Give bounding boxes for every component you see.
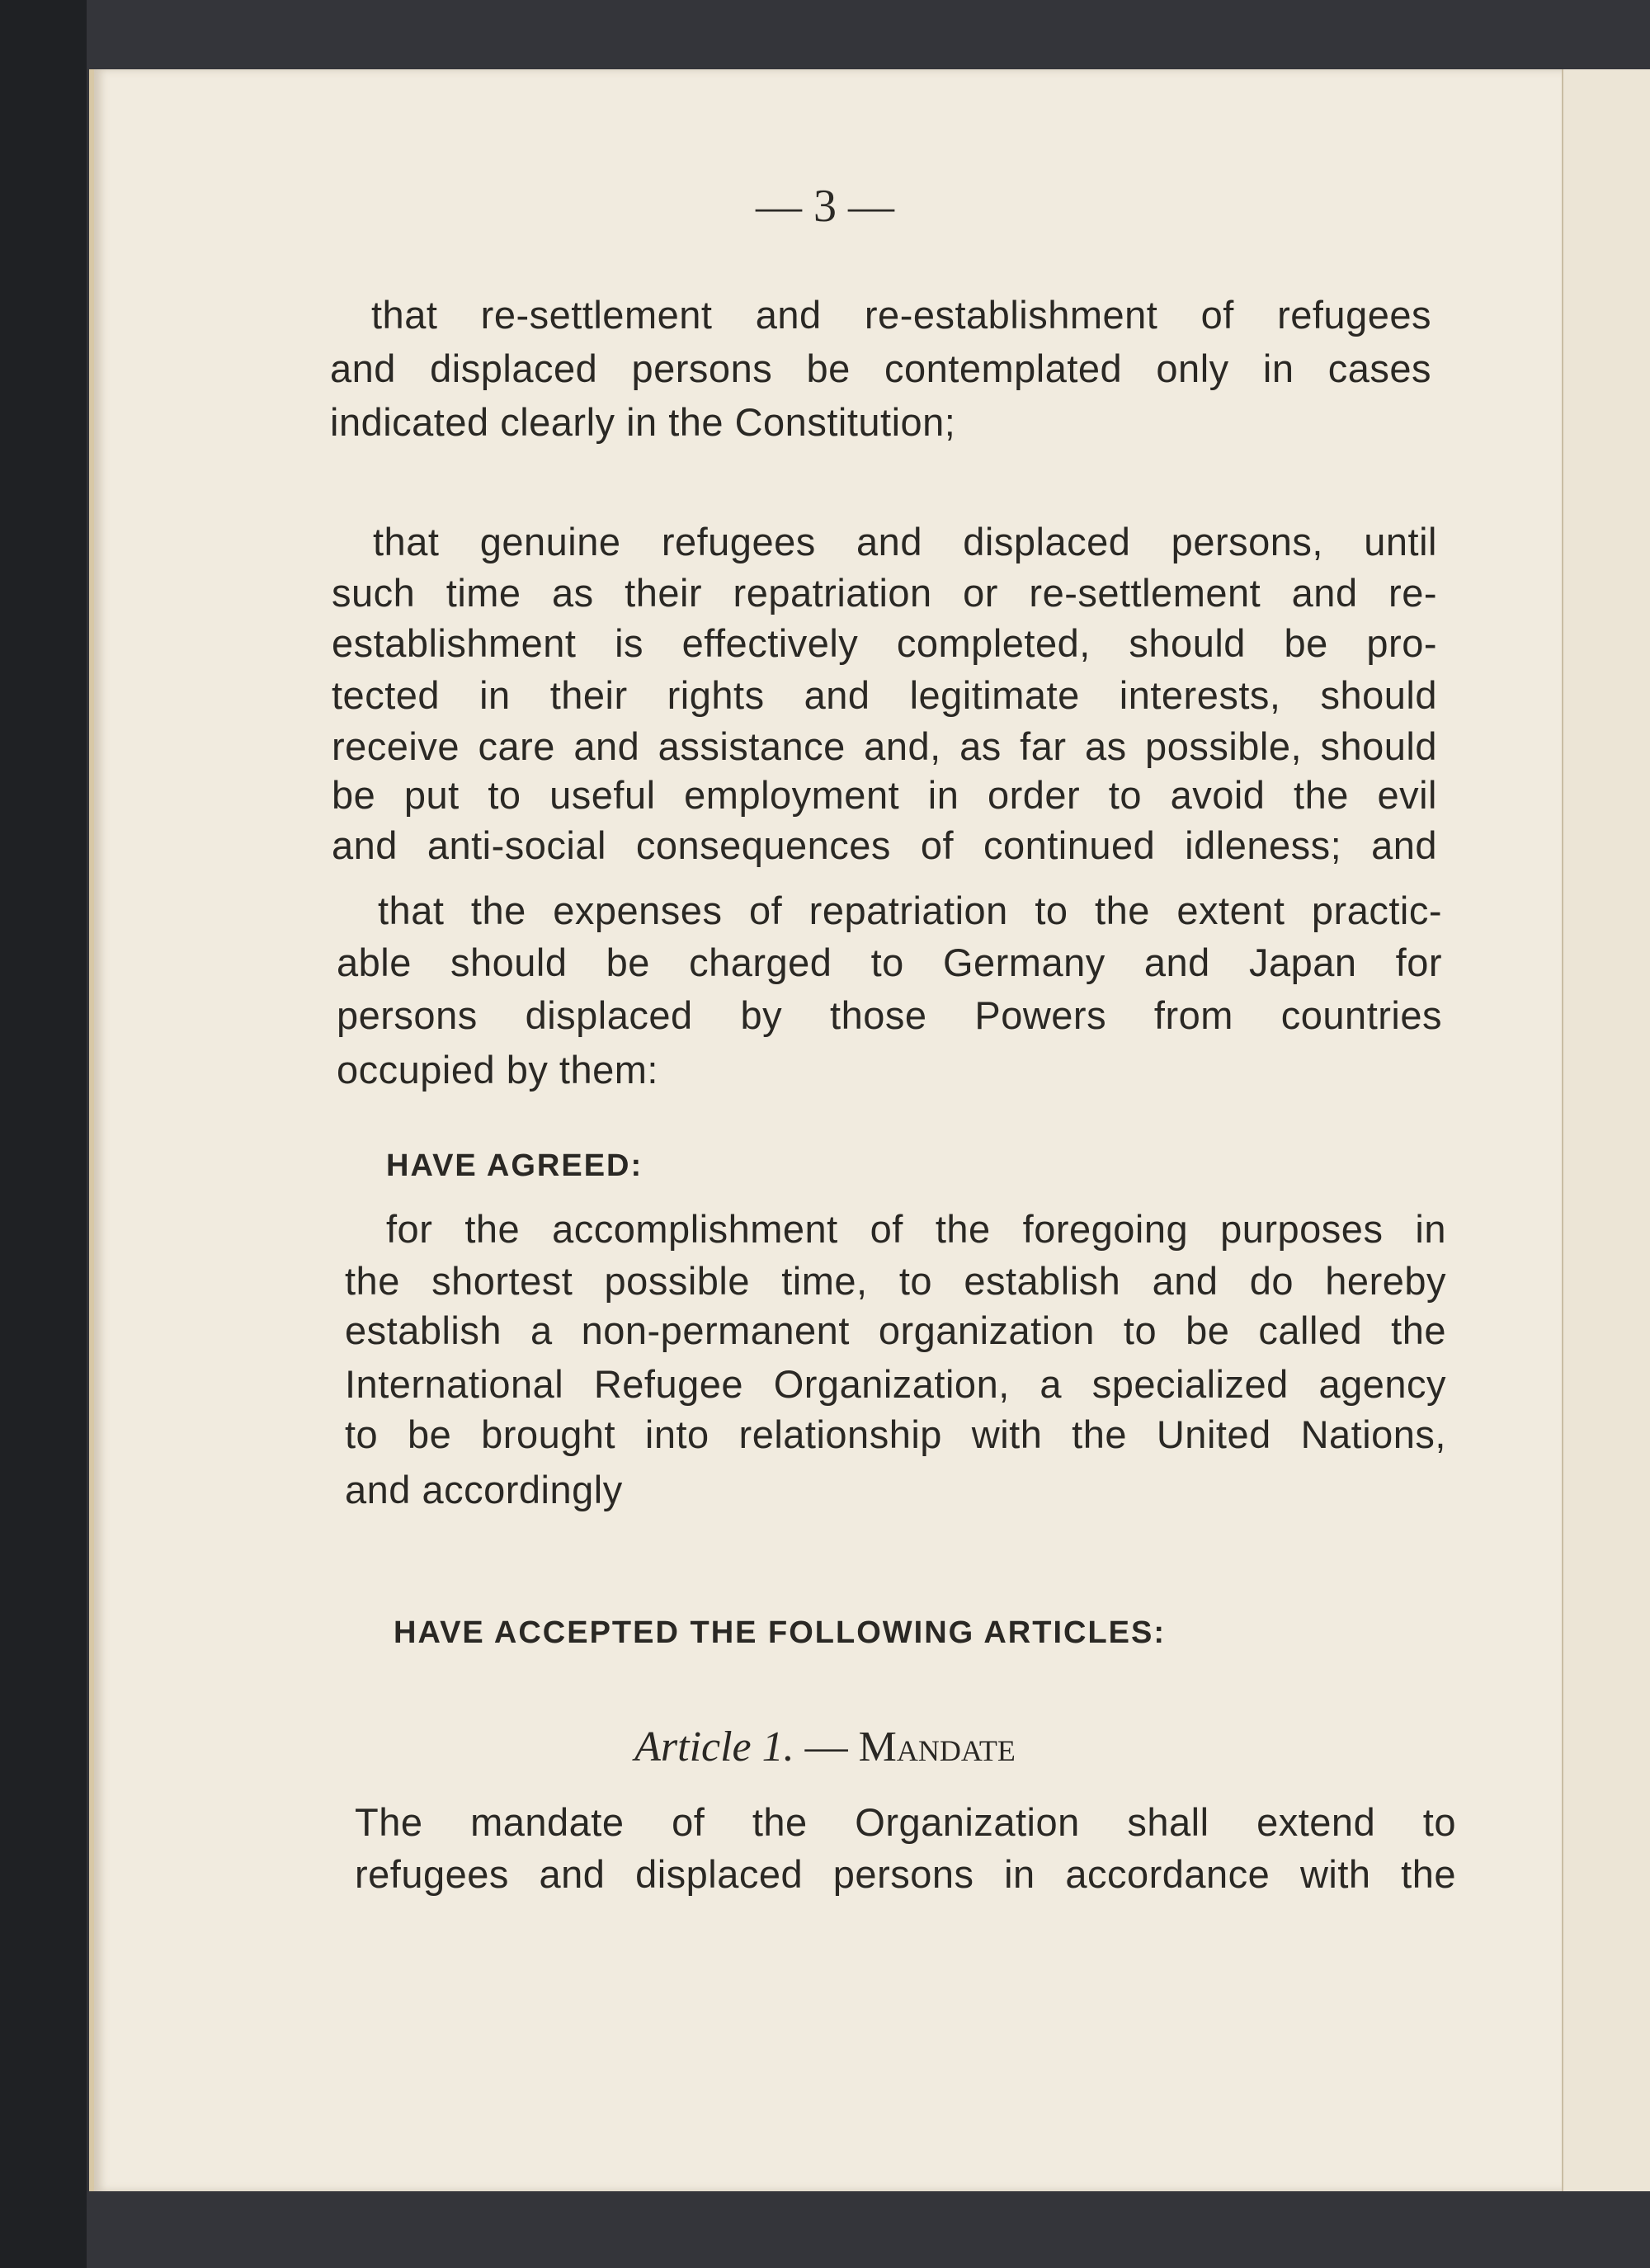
text-line: establish a non-permanent organization to be called the [345,1308,1446,1352]
text-line: persons displaced by those Powers from countries [337,993,1442,1037]
text-line: that the expenses of repatriation to the extent practic- [378,889,1442,932]
text-line: able should be charged to Germany and Japan for [337,941,1442,984]
text-line: and displaced persons be contemplated only in cases [330,347,1431,390]
article-number: Article 1. [634,1723,794,1771]
article-title: Mandate [858,1723,1016,1771]
text-line: be put to useful employment in order to avoid the evil [332,773,1437,817]
facing-page-edge [1562,69,1650,2191]
text-line: tected in their rights and legitimate interests, should [332,673,1437,717]
text-line: such time as their repatriation or re-settlement and re- [332,571,1437,615]
text-line: that re-settlement and re-establishment of refugees [371,293,1431,337]
text-line: that genuine refugees and displaced persons, until [373,520,1437,563]
article-dash: — [794,1723,859,1771]
page-number: — 3 — [756,181,894,232]
text-line: refugees and displaced persons in accordance with the [355,1852,1456,1896]
text-line: the shortest possible time, to establish and do hereby [345,1259,1446,1303]
text-line: occupied by them: [337,1048,658,1092]
text-line: receive care and assistance and, as far as possible, should [332,724,1437,768]
text-line: and accordingly [345,1468,623,1511]
text-line: International Refugee Organization, a specialized agency [345,1362,1446,1406]
have-agreed-heading: HAVE AGREED: [386,1148,644,1183]
have-accepted-heading: HAVE ACCEPTED THE FOLLOWING ARTICLES: [394,1615,1167,1650]
text-line: The mandate of the Organization shall extend to [355,1800,1456,1844]
text-line: and anti-social consequences of continued idleness; and [332,823,1437,867]
text-line: establishment is effectively completed, should be pro- [332,621,1437,665]
text-line: indicated clearly in the Constitution; [330,400,956,444]
book-spine [0,0,87,2268]
text-line: to be brought into relationship with the United Nations, [345,1412,1446,1456]
text-line: for the accomplishment of the foregoing purposes in [386,1207,1446,1251]
article-heading [0,1723,1650,1771]
